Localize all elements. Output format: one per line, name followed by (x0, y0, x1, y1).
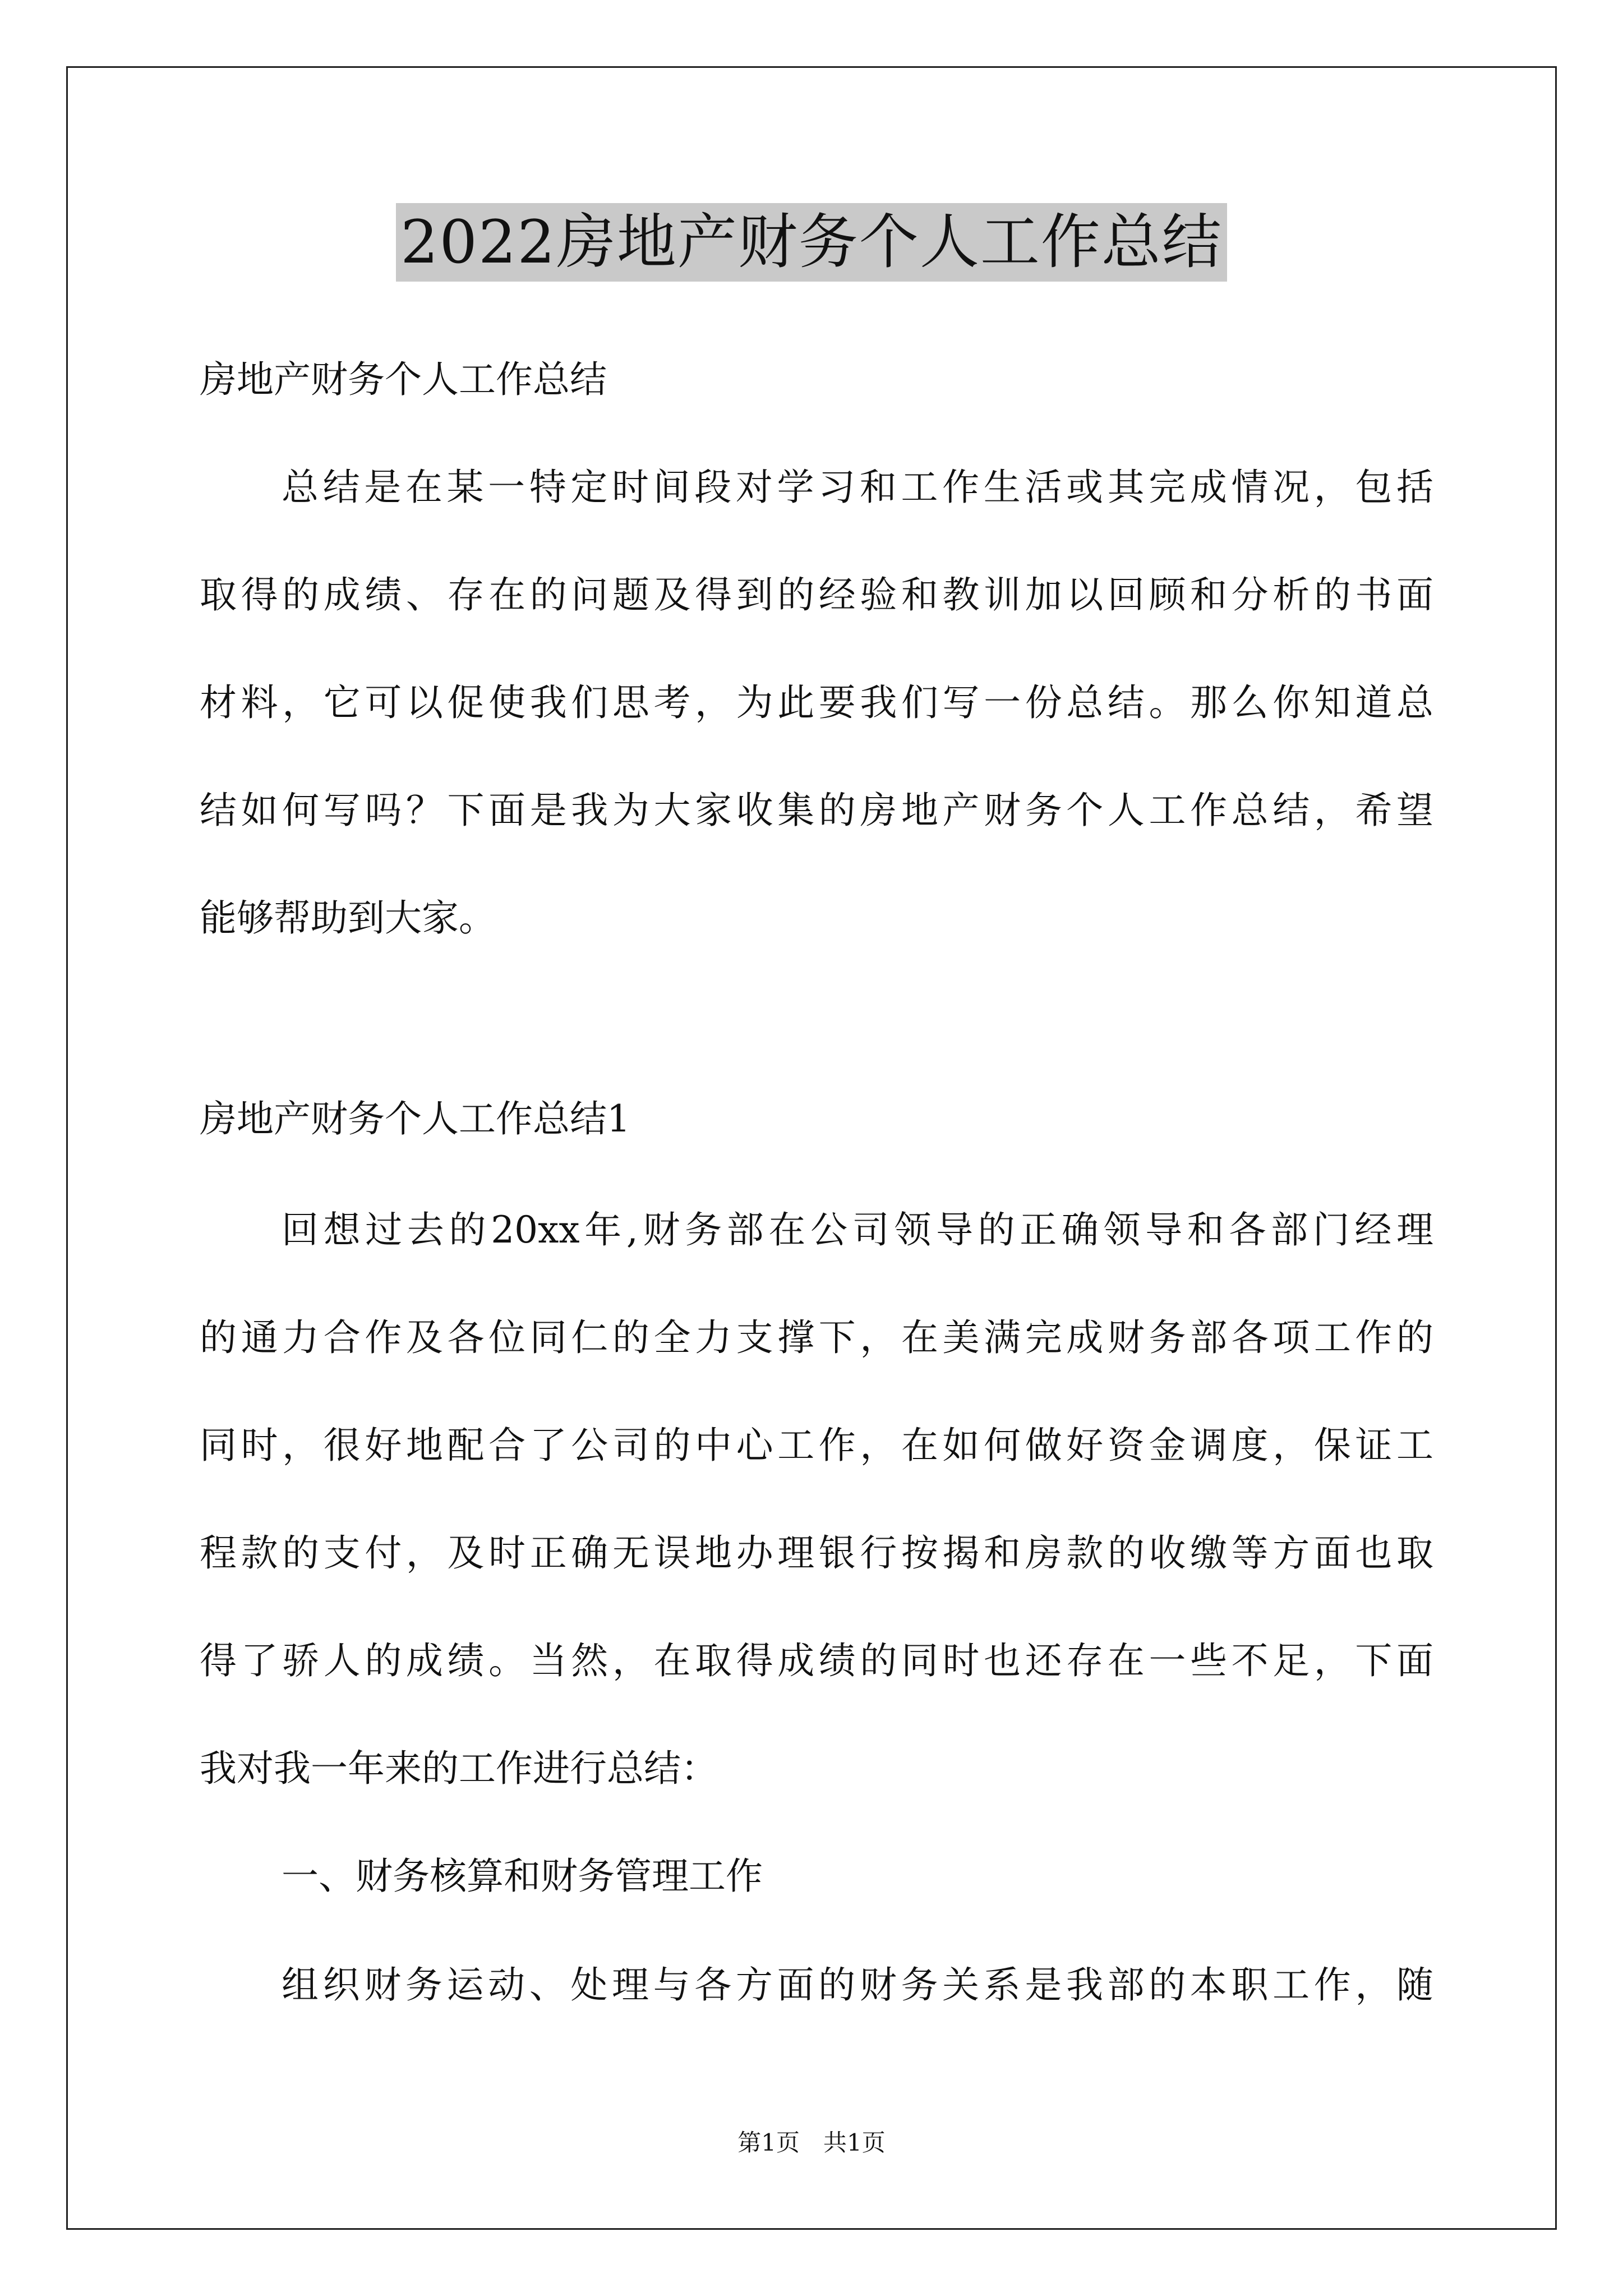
document-subtitle: 房地产财务个人工作总结 (200, 358, 607, 401)
section1-line-1: 回想过去的20xx年,财务部在公司领导的正确领导和各部门经理 (282, 1208, 1433, 1251)
title-container (0, 203, 1623, 282)
intro-line-1: 总结是在某一特定时间段对学习和工作生活或其完成情况，包括 (282, 466, 1433, 509)
intro-line-3: 材料，它可以促使我们思考，为此要我们写一份总结。那么你知道总 (200, 681, 1433, 724)
section1-line-3: 同时，很好地配合了公司的中心工作，在如何做好资金调度，保证工 (200, 1424, 1433, 1467)
intro-line-4: 结如何写吗？下面是我为大家收集的房地产财务个人工作总结，希望 (200, 789, 1433, 832)
item1-line-1: 组织财务运动、处理与各方面的财务关系是我部的本职工作，随 (282, 1963, 1433, 2007)
intro-line-5: 能够帮助到大家。 (200, 896, 496, 940)
section1-line-2: 的通力合作及各位同仁的全力支撑下，在美满完成财务部各项工作的 (200, 1316, 1433, 1359)
item-heading-1: 一、财务核算和财务管理工作 (282, 1855, 763, 1898)
section1-line-6: 我对我一年来的工作进行总结： (200, 1747, 718, 1790)
section1-line-5: 得了骄人的成绩。当然，在取得成绩的同时也还存在一些不足，下面 (200, 1639, 1433, 1682)
section-heading-1: 房地产财务个人工作总结1 (200, 1097, 630, 1140)
section1-line-4: 程款的支付，及时正确无误地办理银行按揭和房款的收缴等方面也取 (200, 1531, 1433, 1575)
intro-line-2: 取得的成绩、存在的问题及得到的经验和教训加以回顾和分析的书面 (200, 573, 1433, 616)
page-number-footer: 第1页 共1页 (737, 2129, 886, 2156)
document-title: 2022房地产财务个人工作总结 (396, 203, 1227, 282)
